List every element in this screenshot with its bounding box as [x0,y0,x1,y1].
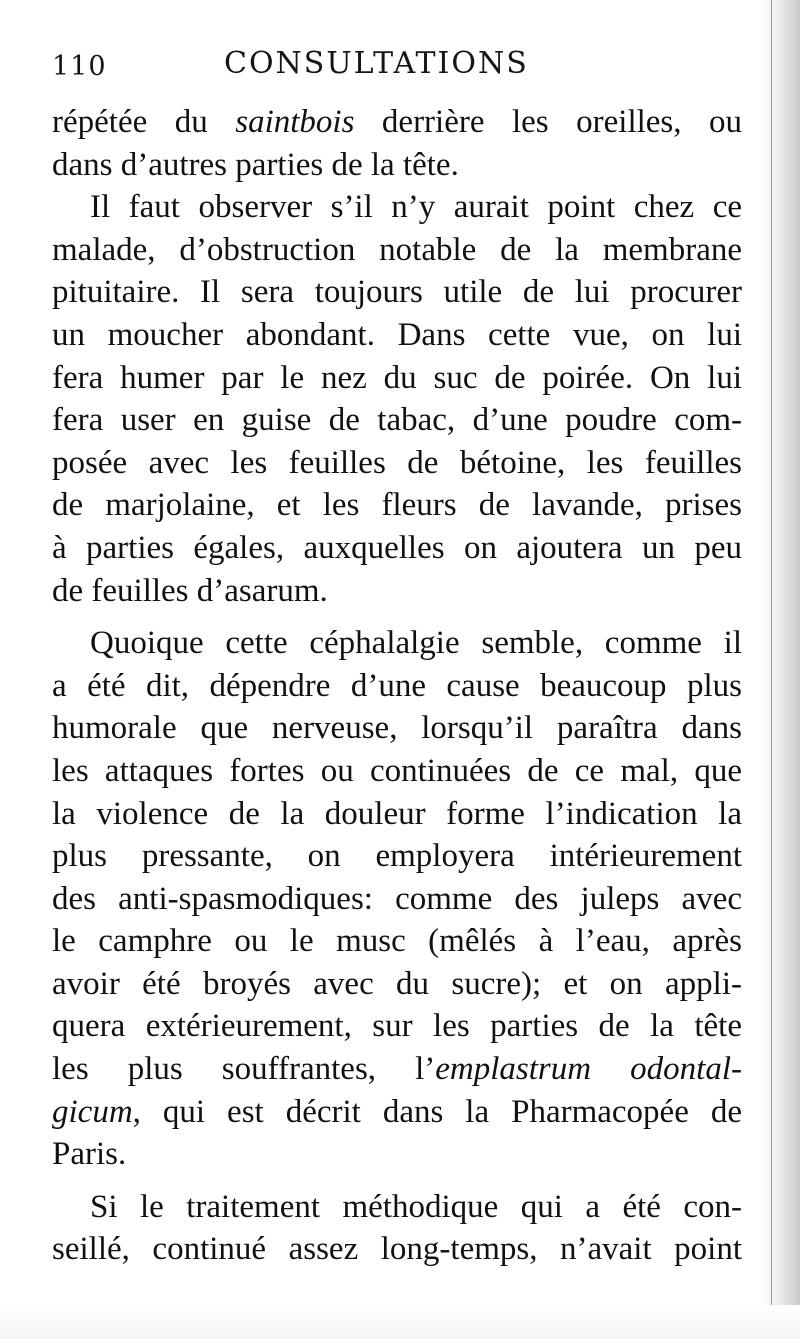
text-line-4: malade, d’obstruction notable de la membrane [52,231,742,268]
text-line-25: Paris. [52,1136,127,1173]
text-line-5: pituitaire. Il sera toujours utile de lui procurer [52,274,742,311]
text-line-9: posée avec les feuilles de bétoine, les feuilles [52,444,742,481]
paragraph-gap-2 [52,1176,742,1186]
text-line-3: Il faut observer s’il n’y aurait point chez ce [90,189,742,226]
text-line-23 [52,1048,742,1091]
text-line-26: Si le traitement méthodique qui a été con- [90,1188,742,1225]
text-line-1-prefix: répétée du [52,104,236,140]
text-line-16: les attaques fortes ou continuées de ce mal, que [52,752,742,789]
running-head: CONSULTATIONS [224,46,529,81]
text-line-1-suffix: derrière les oreilles, ou [354,104,743,140]
text-line-21: avoir été broyés avec du sucre); et on appli- [52,965,742,1002]
page-bottom-shadow [0,1305,800,1339]
body-text [52,101,742,1271]
text-line-18: plus pressante, on employera intérieurement [52,838,742,875]
text-line-11: à parties égales, auxquelles on ajoutera un peu [52,529,742,566]
text-line-12: de feuilles d’asarum. [52,572,328,609]
text-line-15: humorale que nerveuse, lorsqu’il paraîtra dans [52,710,742,747]
text-line-24 [52,1091,742,1134]
text-line-20: le camphre ou le musc (mêlés à l’eau, après [52,923,742,960]
text-line-17: la violence de la douleur forme l’indication la [52,795,742,832]
page-edge-line [771,0,772,1339]
italic-emplastrum: emplastrum odontal- [435,1051,742,1088]
page-edge-shadow [758,0,800,1339]
text-line-2: dans d’autres parties de la tête. [52,146,459,183]
italic-gicum: gicum [52,1093,133,1130]
page-number: 110 [52,51,107,82]
text-line-8: fera user en guise de tabac, d’une poudre com- [52,402,742,439]
text-line-6: un moucher abondant. Dans cette vue, on lui [52,316,742,353]
text-line-1 [52,101,742,144]
page-header [52,38,742,88]
text-line-10: de marjolaine, et les fleurs de lavande, prises [52,487,742,524]
text-line-19: des anti-spasmodiques: comme des juleps avec [52,880,742,917]
text-line-27: seillé, continué assez long-temps, n’avait point [52,1231,742,1268]
text-line-7: fera humer par le nez du suc de poirée. On lui [52,359,742,396]
text-line-23-prefix: les plus souffrantes, l’ [52,1051,436,1088]
paragraph-gap [52,612,742,622]
text-line-13: Quoique cette céphalalgie semble, comme il [90,625,742,662]
italic-saintbois: saintbois [235,104,355,140]
text-line-24-suffix: , qui est décrit dans la Pharmacopée de [132,1093,742,1130]
text-line-22: quera extérieurement, sur les parties de la tête [52,1008,742,1045]
text-line-14: a été dit, dépendre d’une cause beaucoup plus [52,667,742,704]
